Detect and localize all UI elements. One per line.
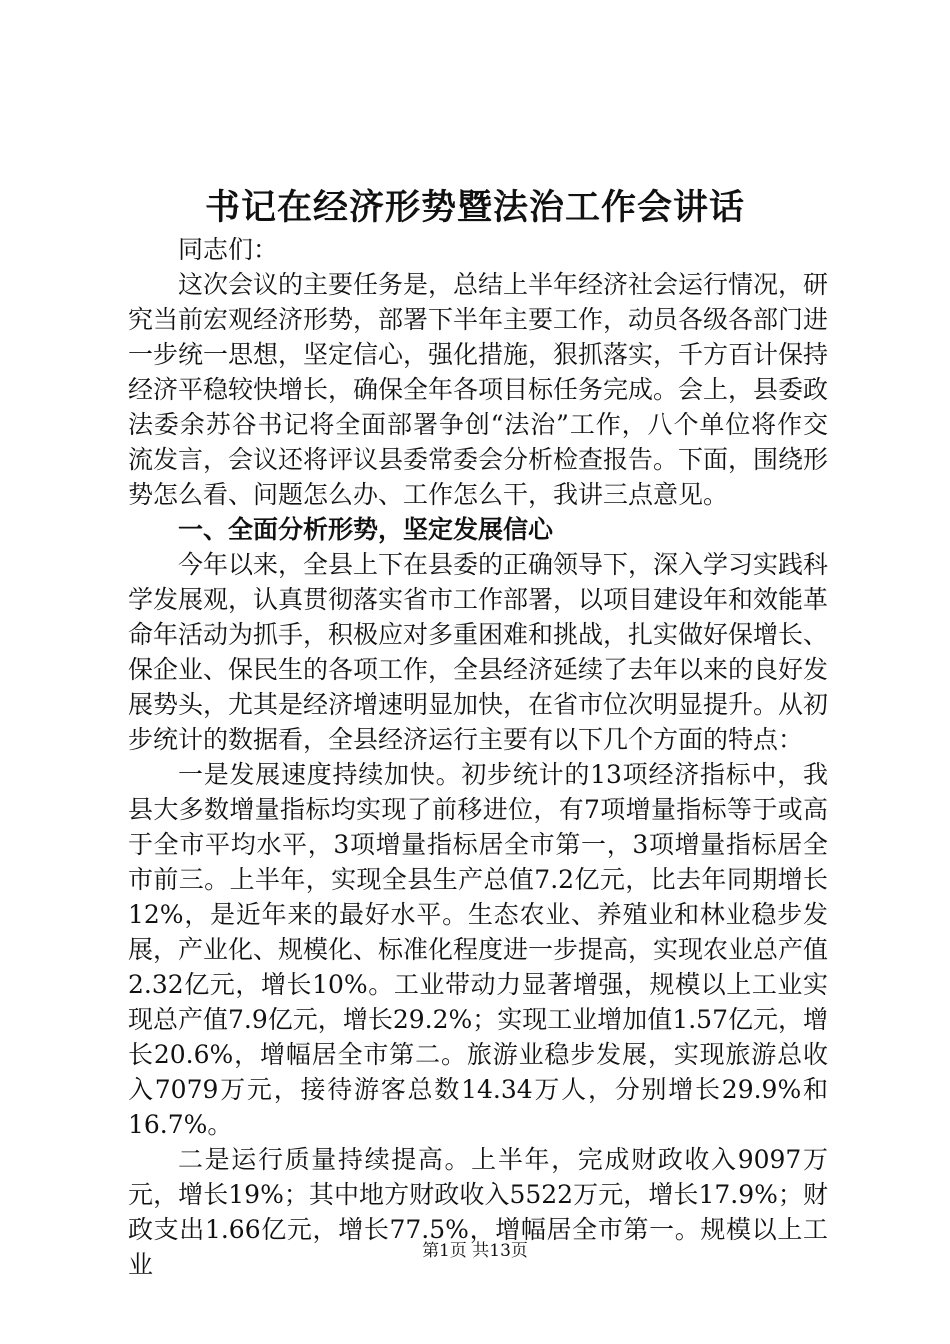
intro-paragraph: 这次会议的主要任务是，总结上半年经济社会运行情况，研究当前宏观经济形势，部署下半年主要工作，动员各级各部门进一步统一思想，坚定信心，强化措施，狠抓落实，千方百计保持经济平稳较快增长，确保全年各项目标任务完成。会上，县委政法委余苏谷书记将全面部署争创“法治”工作，八个单位将作交流发言，会议还将评议县委常委会分析检查报告。下面，围绕形势怎么看、问题怎么办、工作怎么干，我讲三点意见。 — [128, 270, 829, 509]
salutation-paragraph: 同志们： — [178, 235, 279, 264]
page-footer: 第1页 共13页 — [422, 1241, 528, 1261]
overview-paragraph: 今年以来，全县上下在县委的正确领导下，深入学习实践科学发展观，认真贯彻落实省市工作部署，以项目建设年和效能革命年活动为抓手，积极应对多重困难和挑战，扎实做好保增长、保企业、保民生的各项工作，全县经济延续了去年以来的良好发展势头，尤其是经济增速明显加快，在省市位次明显提升。从初步统计的数据看，全县经济运行主要有以下几个方面的特点： — [128, 550, 829, 754]
document-title: 书记在经济形势暨法治工作会讲话 — [204, 187, 745, 228]
quality-paragraph: 二是运行质量持续提高。上半年，完成财政收入9097万元，增长19%；其中地方财政收入5522万元，增长17.9%；财政支出1.66亿元，增长77.5%，增幅居全市第一。规模以上工业 — [128, 1145, 828, 1279]
section-heading: 一、全面分析形势，坚定发展信心 — [178, 515, 554, 544]
growth-speed-paragraph: 一是发展速度持续加快。初步统计的13项经济指标中，我县大多数增量指标均实现了前移进位，有7项增量指标等于或高于全市平均水平，3项增量指标居全市第一，3项增量指标居全市前三。上半年，实现全县生产总值7.2亿元，比去年同期增长12%，是近年来的最好水平。生态农业、养殖业和林业稳步发展，产业化、规模化、标准化程度进一步提高，实现农业总产值2.32亿元，增长10%。工业带动力显著增强，规模以上工业实现总产值7.9亿元，增长29.2%；实现工业增加值1.57亿元，增长20.6%，增幅居全市第二。旅游业稳步发展，实现旅游总收入7079万元，接待游客总数14.34万人，分别增长29.9%和16.7%。 — [128, 760, 829, 1139]
document-body — [128, 232, 828, 1282]
